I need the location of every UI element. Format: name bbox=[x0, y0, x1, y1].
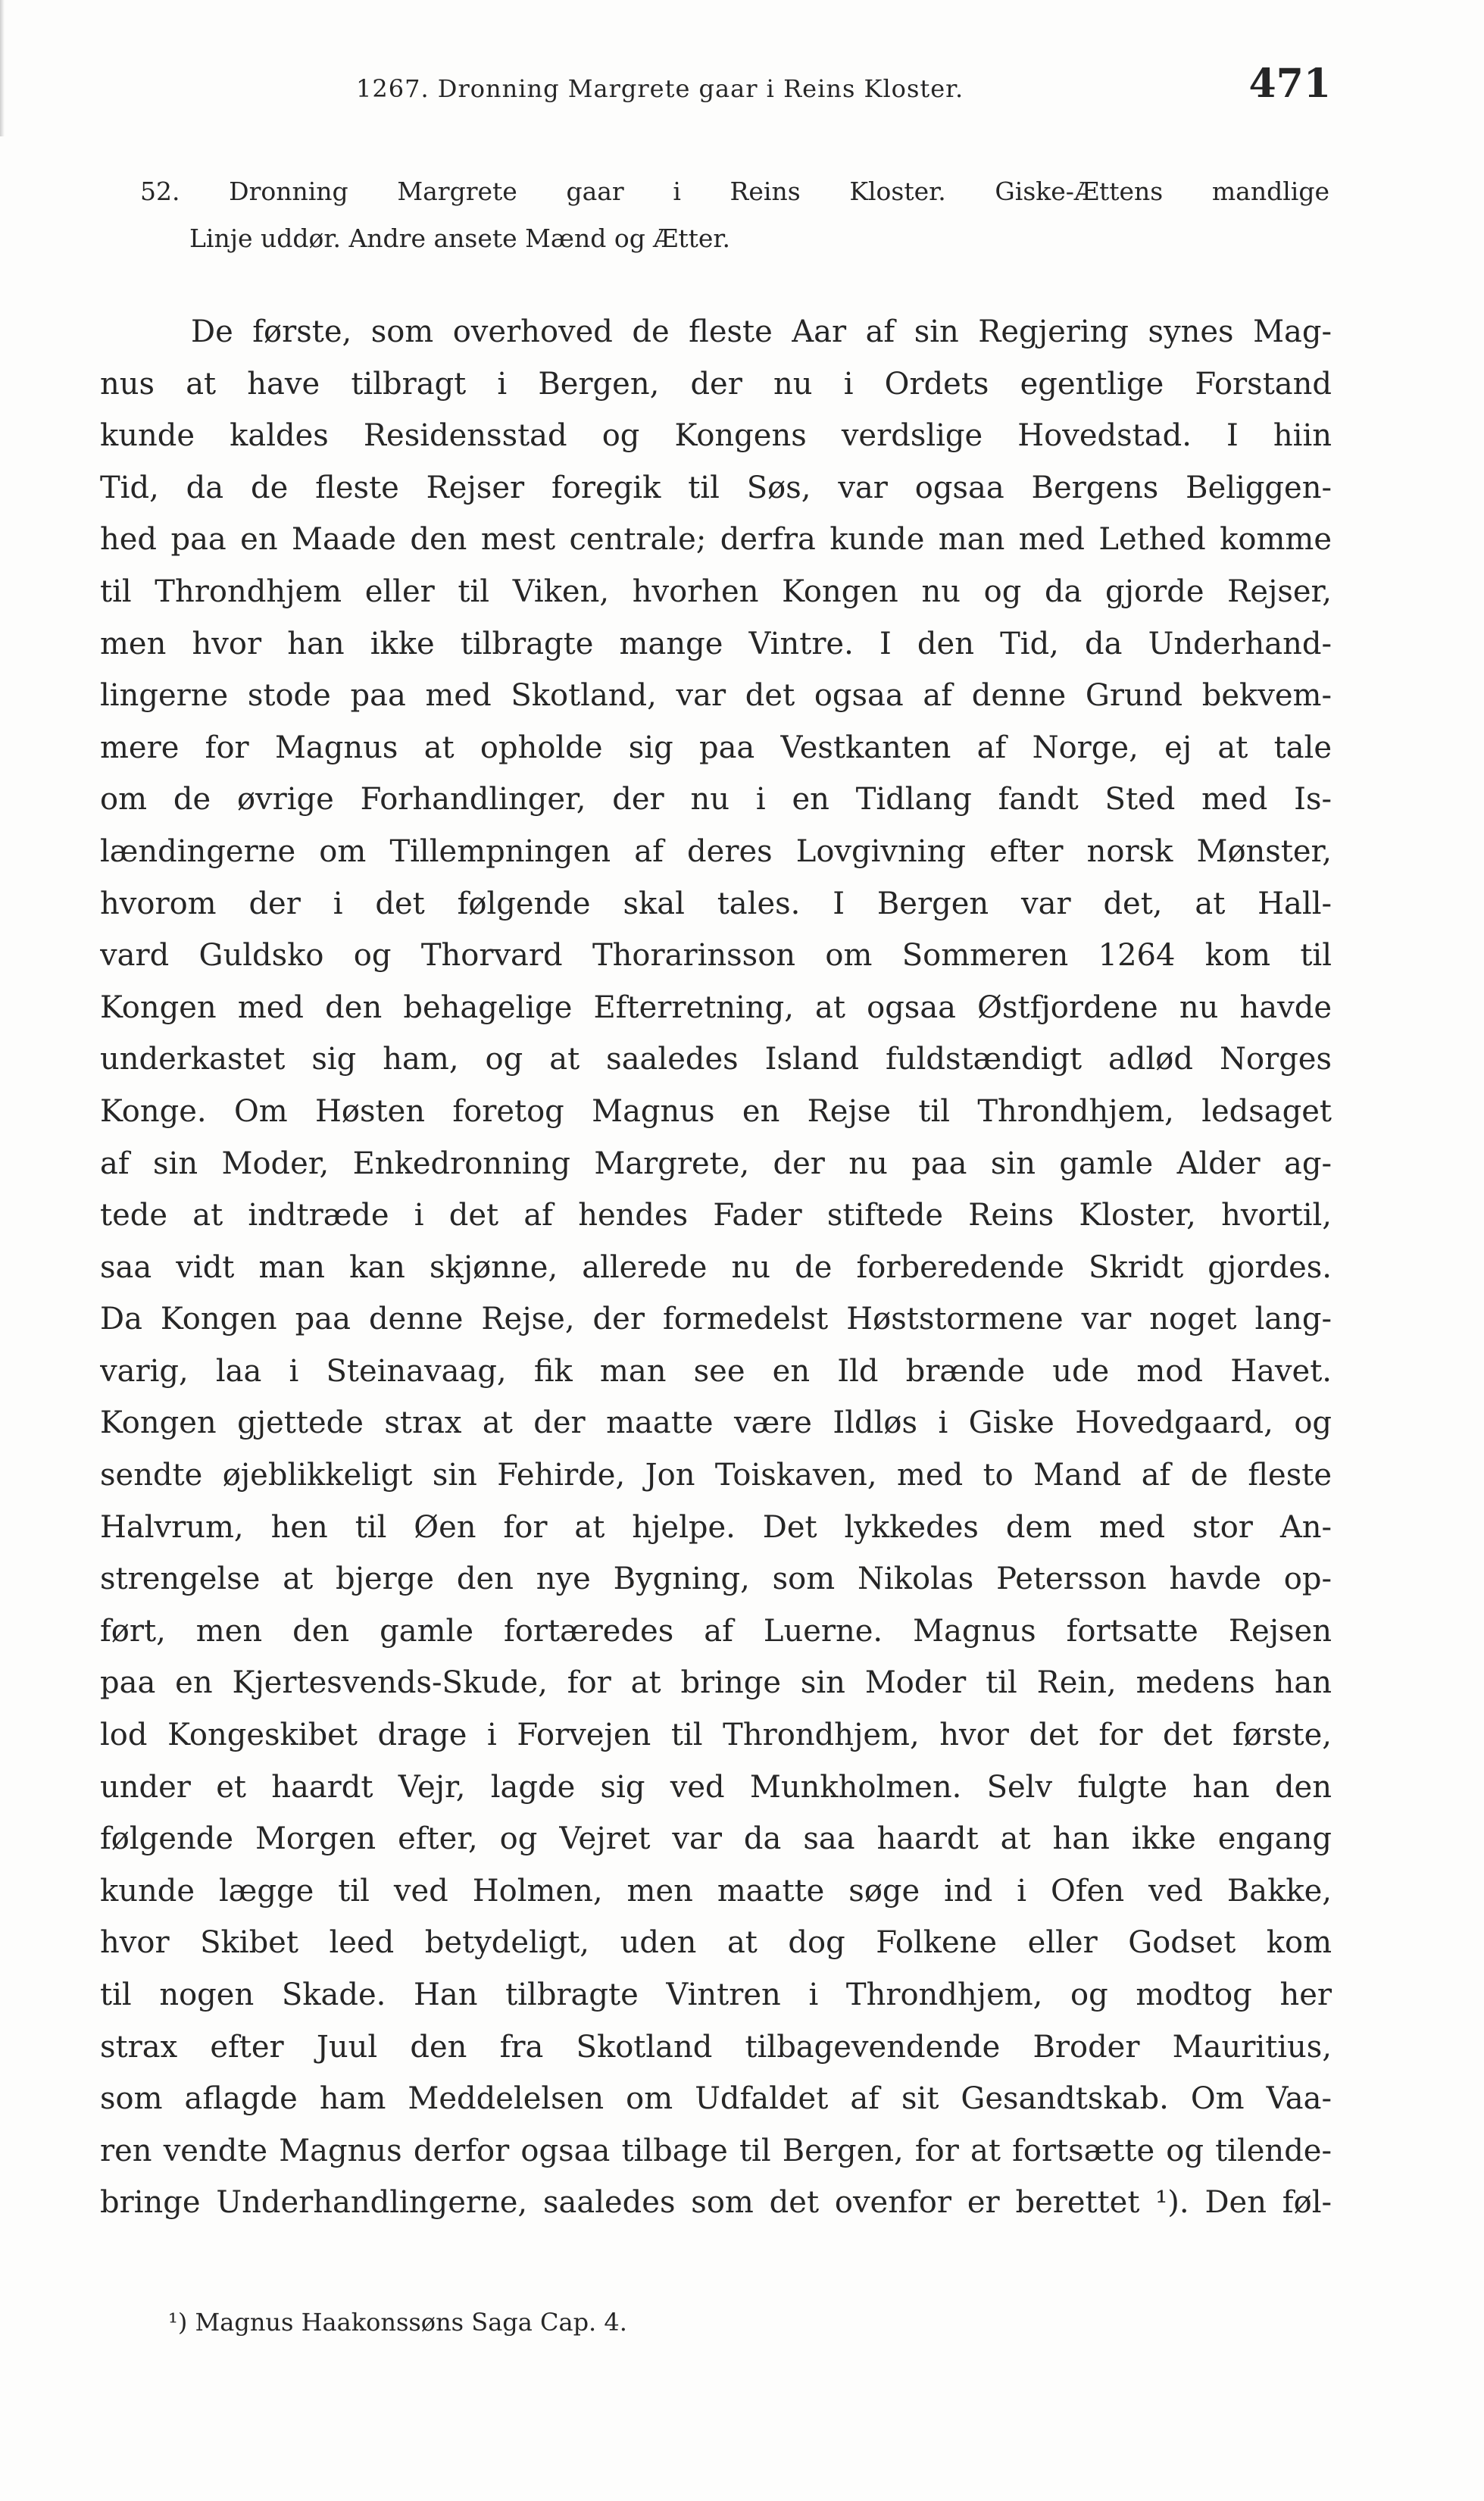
body-line: mere for Magnus at opholde sig paa Vestkanten af Norge, ej at tale bbox=[100, 730, 1332, 765]
body-line: nus at have tilbragt i Bergen, der nu i Ordets egentlige Forstand bbox=[100, 366, 1332, 402]
body-line: Halvrum, hen til Øen for at hjelpe. Det lykkedes dem med stor An- bbox=[100, 1509, 1332, 1545]
body-line: om de øvrige Forhandlinger, der nu i en Tidlang fandt Sted med Is- bbox=[100, 782, 1332, 818]
body-line: Kongen med den behagelige Efterretning, at ogsaa Østfjordene nu havde bbox=[100, 989, 1332, 1025]
body-line: hvorom der i det følgende skal tales. I Bergen var det, at Hall- bbox=[100, 886, 1332, 921]
body-line: men hvor han ikke tilbragte mange Vintre. I den Tid, da Underhand- bbox=[100, 626, 1332, 661]
body-line: hed paa en Maade den mest centrale; derfra kunde man med Lethed komme bbox=[100, 522, 1332, 558]
body-line: hvor Skibet leed betydeligt, uden at dog Folkene eller Godset kom bbox=[100, 1925, 1332, 1961]
chapter-summary bbox=[140, 168, 1329, 262]
running-head: 1267. Dronning Margrete gaar i Reins Kloster. bbox=[356, 74, 964, 103]
body-line: Da Kongen paa denne Rejse, der formedelst Høststormene var noget lang- bbox=[100, 1302, 1332, 1337]
body-line: tede at indtræde i det af hendes Fader stiftede Reins Kloster, hvortil, bbox=[100, 1198, 1332, 1233]
body-line: lingerne stode paa med Skotland, var det ogsaa af denne Grund bekvem- bbox=[100, 678, 1332, 714]
footnote-marker: ¹) bbox=[168, 2308, 188, 2337]
body-paragraph bbox=[100, 306, 1332, 2229]
body-line: Tid, da de fleste Rejser foregik til Søs, var ogsaa Bergens Beliggen- bbox=[100, 470, 1332, 505]
body-line: ført, men den gamle fortæredes af Luerne. Magnus fortsatte Rejsen bbox=[100, 1613, 1332, 1649]
body-line: Konge. Om Høsten foretog Magnus en Rejse til Throndhjem, ledsaget bbox=[100, 1093, 1332, 1129]
body-line: paa en Kjertesvends-Skude, for at bringe sin Moder til Rein, medens han bbox=[100, 1665, 1332, 1701]
body-line: De første, som overhoved de fleste Aar af sin Regjering synes Mag- bbox=[191, 314, 1332, 349]
body-line: lod Kongeskibet drage i Forvejen til Throndhjem, hvor det for det første, bbox=[100, 1718, 1332, 1753]
body-line: under et haardt Vejr, lagde sig ved Munkholmen. Selv fulgte han den bbox=[100, 1769, 1332, 1805]
body-line: til nogen Skade. Han tilbragte Vintren i Throndhjem, og modtog her bbox=[100, 1977, 1332, 2012]
body-line: strax efter Juul den fra Skotland tilbagevendende Broder Mauritius, bbox=[100, 2029, 1332, 2065]
body-line: varig, laa i Steinavaag, fik man see en Ild brænde ude mod Havet. bbox=[100, 1353, 1332, 1389]
footnote bbox=[168, 2308, 1304, 2337]
body-line: saa vidt man kan skjønne, allerede nu de forberedende Skridt gjordes. bbox=[100, 1249, 1332, 1285]
body-line: underkastet sig ham, og at saaledes Island fuldstændigt adlød Norges bbox=[100, 1042, 1332, 1077]
body-line: følgende Morgen efter, og Vejret var da saa haardt at han ikke engang bbox=[100, 1821, 1332, 1857]
body-line: kunde kaldes Residensstad og Kongens verdslige Hovedstad. I hiin bbox=[100, 418, 1332, 454]
summary-line: 52. Dronning Margrete gaar i Reins Kloster. Giske-Ættens mandlige bbox=[140, 177, 1329, 206]
body-line: lændingerne om Tillempningen af deres Lovgivning efter norsk Mønster, bbox=[100, 833, 1332, 869]
summary-line: Linje uddør. Andre ansete Mænd og Ætter. bbox=[189, 224, 731, 253]
body-line: som aflagde ham Meddelelsen om Udfaldet af sit Gesandtskab. Om Vaa- bbox=[100, 2081, 1332, 2117]
body-line: til Throndhjem eller til Viken, hvorhen Kongen nu og da gjorde Rejser, bbox=[100, 574, 1332, 609]
body-line: bringe Underhandlingerne, saaledes som det ovenfor er berettet ¹). Den føl- bbox=[100, 2185, 1332, 2221]
body-line: ren vendte Magnus derfor ogsaa tilbage til Bergen, for at fortsætte og tilende- bbox=[100, 2133, 1332, 2168]
footnote-text: Magnus Haakonssøns Saga Cap. 4. bbox=[195, 2308, 627, 2337]
body-line: Kongen gjettede strax at der maatte være Ildløs i Giske Hovedgaard, og bbox=[100, 1405, 1332, 1441]
body-line: strengelse at bjerge den nye Bygning, som Nikolas Petersson havde op- bbox=[100, 1562, 1332, 1597]
page-number: 471 bbox=[1248, 61, 1331, 107]
body-line: af sin Moder, Enkedronning Margrete, der nu paa sin gamle Alder ag- bbox=[100, 1146, 1332, 1181]
body-line: sendte øjeblikkeligt sin Fehirde, Jon Toiskaven, med to Mand af de fleste bbox=[100, 1458, 1332, 1493]
binding-edge bbox=[0, 0, 5, 136]
body-line: kunde lægge til ved Holmen, men maatte søge ind i Ofen ved Bakke, bbox=[100, 1873, 1332, 1909]
body-line: vard Guldsko og Thorvard Thorarinsson om Sommeren 1264 kom til bbox=[100, 938, 1332, 974]
